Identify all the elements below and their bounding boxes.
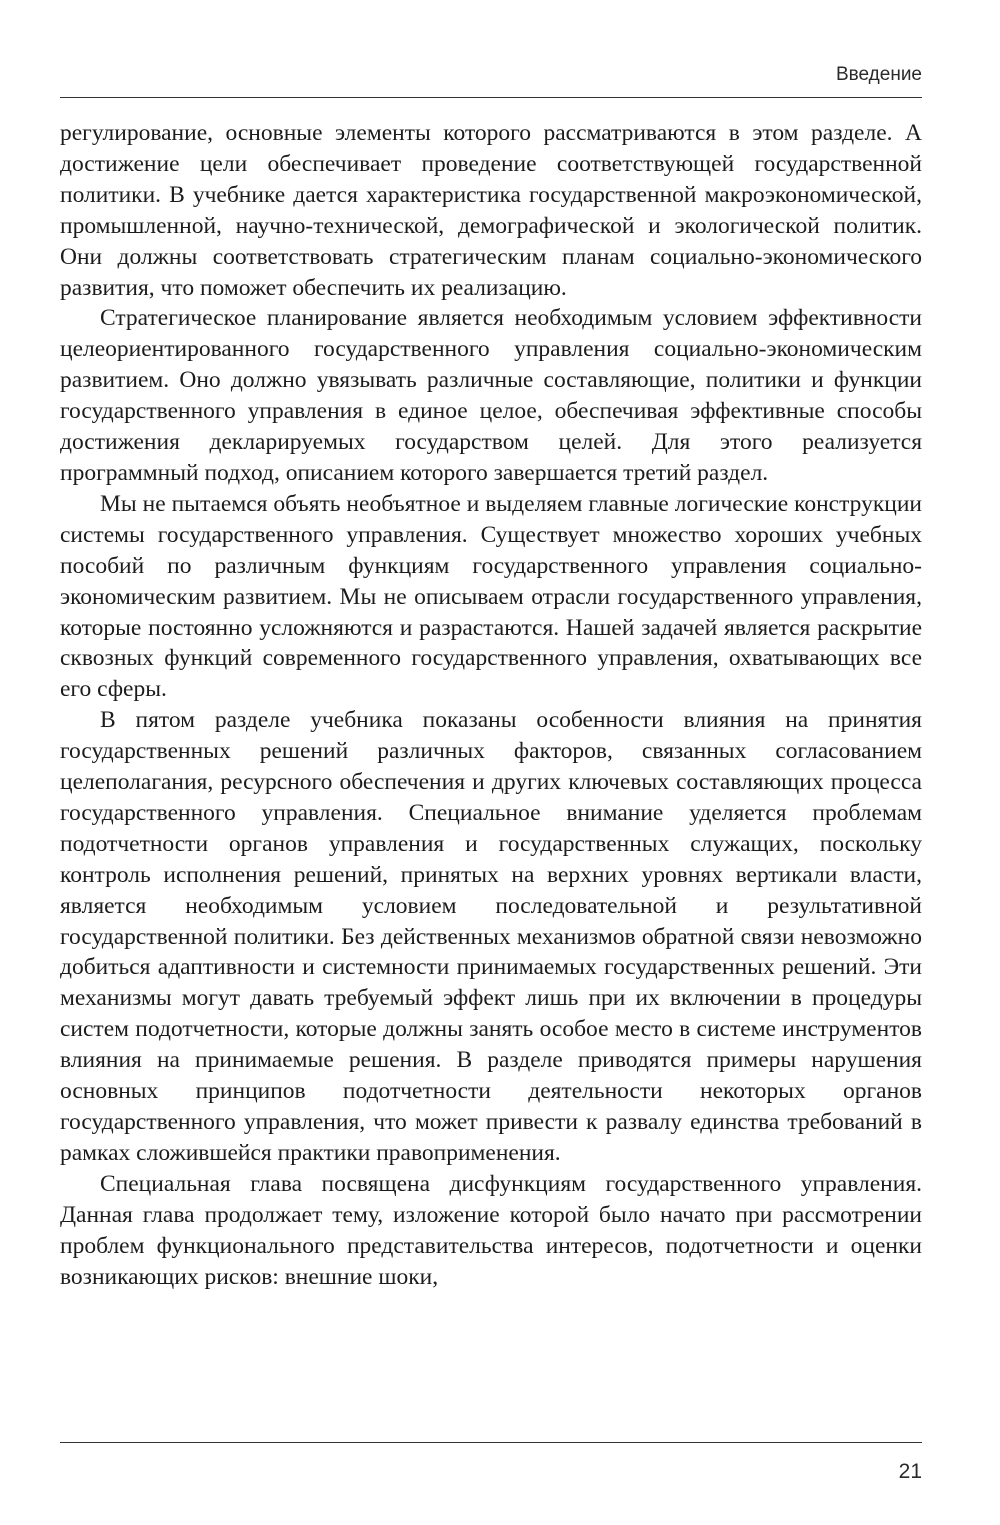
footer-divider (60, 1442, 922, 1443)
paragraph: В пятом разделе учебника показаны особенности влияния на принятия государственных решений различных факторов, связанных согласованием целеполагания, ресурсного обеспечения и других ключевых составляющих процесса государственного управления. Специальное внимание уделяется проблемам подотчетности органов управления и государственных служащих, поскольку контроль исполнения решений, принятых на верхних уровнях вертикали власти, является необходимым условием последовательной и результативной государственной политики. Без действенных механизмов обратной связи невозможно добиться адаптивности и системности принимаемых государственных решений. Эти механизмы могут давать требуемый эффект лишь при их включении в процедуры систем подотчетности, которые должны занять особое место в системе инструментов влияния на принимаемые решения. В разделе приводятся примеры нарушения основных принципов подотчетности деятельности некоторых органов государственного управления, что может привести к развалу единства требований в рамках сложившейся практики правоприменения. (60, 707, 922, 1166)
running-header: Введение (835, 64, 922, 85)
page-number: 21 (898, 1460, 922, 1483)
paragraph: Мы не пытаемся объять необъятное и выделяем главные логические конструкции системы государственного управления. Существует множество хороших учебных пособий по различным функциям государственного управления социально-экономическим развитием. Мы не описываем отрасли государственного управления, которые постоянно усложняются и разрастаются. Нашей задачей является раскрытие сквозных функций современного государственного управления, охватывающих все его сферы. (60, 490, 922, 703)
paragraph: Стратегическое планирование является необходимым условием эффективности целеориентированного государственного управления социально-экономическим развитием. Оно должно увязывать различные составляющие, политики и функции государственного управления в единое целое, обеспечивая эффективные способы достижения декларируемых государством целей. Для этого реализуется программный подход, описанием которого завершается третий раздел. (60, 305, 922, 486)
paragraph-continued: регулирование, основные элементы которого рассматриваются в этом разделе. А достижение цели обеспечивает проведение соответствующей государственной политики. В учебнике дается характеристика государственной макроэкономической, промышленной, научно-технической, демографической и экологической политик. Они должны соответствовать стратегическим планам социально-экономического развития, что поможет обеспечить их реализацию. (60, 120, 922, 301)
body-text (60, 118, 922, 1292)
paragraph: Специальная глава посвящена дисфункциям государственного управления. Данная глава продолжает тему, изложение которой было начато при рассмотрении проблем функционального представительства интересов, подотчетности и оценки возникающих рисков: внешние шоки, (60, 1170, 922, 1290)
header-divider (60, 97, 922, 98)
